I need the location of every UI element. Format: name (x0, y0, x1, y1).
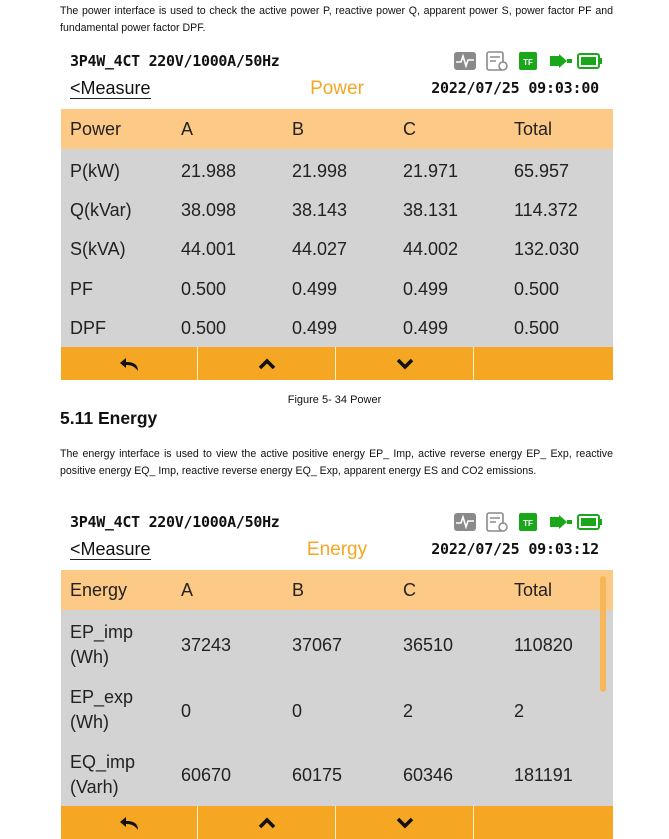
back-button[interactable] (61, 806, 198, 839)
back-arrow-icon (118, 355, 140, 373)
value-a: 0.500 (181, 318, 227, 338)
value-total: 132.030 (514, 239, 580, 259)
value-total: 114.372 (514, 200, 578, 220)
plug-icon (547, 51, 573, 71)
row-label: PF (70, 279, 94, 299)
battery-icon (577, 51, 603, 71)
row-label: DPF (70, 318, 106, 338)
scroll-down-button[interactable] (337, 806, 474, 839)
scroll-up-button[interactable] (199, 806, 336, 839)
value-total: 0.500 (514, 279, 560, 299)
value-c: 36510 (403, 635, 454, 655)
back-link[interactable]: <Measure (70, 78, 151, 98)
value-b: 37067 (292, 635, 343, 655)
value-c: 21.971 (403, 161, 459, 181)
row-unit: (Varh) (70, 777, 119, 797)
chevron-down-icon (395, 816, 415, 830)
table-header (61, 109, 613, 149)
svg-text:TF: TF (523, 519, 533, 528)
row-label: Q(kVar) (70, 200, 132, 220)
value-c: 38.131 (403, 200, 459, 220)
header-b: B (292, 580, 305, 600)
table-header (61, 570, 613, 610)
energy-screen (61, 508, 613, 839)
value-total: 181191 (514, 765, 573, 785)
figure-caption: Figure 5- 34 Power (287, 394, 382, 406)
screen-header (61, 508, 613, 570)
value-b: 21.998 (292, 161, 348, 181)
row-label: S(kVA) (70, 239, 126, 259)
value-total: 2 (514, 701, 525, 721)
value-c: 44.002 (403, 239, 459, 259)
recorder-icon (485, 512, 509, 532)
header-b: B (292, 119, 305, 139)
value-a: 21.988 (181, 161, 237, 181)
intro-energy-text: The energy interface is used to view the active positive energy EP_ Imp, active reverse energy EP_ Exp, reactive positive energy EQ_ Imp, reactive reverse energy EQ_ Exp, apparent energy ES and CO2 emissions. (60, 448, 613, 477)
footer-bar (61, 347, 613, 380)
chevron-up-icon (257, 816, 277, 830)
value-a: 44.001 (181, 239, 237, 259)
footer-bar (61, 806, 613, 839)
datetime: 2022/07/25 09:03:00 (431, 79, 599, 97)
header-c: C (403, 119, 416, 139)
chevron-up-icon (257, 357, 277, 371)
chevron-down-icon (395, 357, 415, 371)
value-a: 0.500 (181, 279, 227, 299)
recorder-icon (485, 51, 509, 71)
row-label: P(kW) (70, 161, 120, 181)
intro-power-text: The power interface is used to check the active power P, reactive power Q, apparent power S, power factor PF and fundamental power factor DPF. (60, 5, 613, 34)
back-link[interactable]: <Measure (70, 539, 151, 559)
value-a: 37243 (181, 635, 232, 655)
row-unit: (Wh) (70, 647, 109, 667)
back-button[interactable] (61, 347, 198, 380)
header-a: A (181, 119, 194, 139)
scroll-up-button[interactable] (199, 347, 336, 380)
header-total: Total (514, 119, 553, 139)
value-b: 0.499 (292, 279, 338, 299)
power-screen (61, 47, 613, 380)
value-c: 0.499 (403, 279, 449, 299)
status-icons (453, 51, 603, 71)
header-label: Power (70, 119, 122, 139)
screen-title: Energy (306, 539, 368, 560)
value-c: 0.499 (403, 318, 449, 338)
empty-button[interactable] (475, 347, 613, 380)
value-total: 65.957 (514, 161, 570, 181)
value-c: 60346 (403, 765, 454, 785)
scrollbar[interactable] (600, 576, 606, 692)
row-label: EP_exp (70, 687, 134, 707)
tf-card-icon (517, 512, 539, 532)
battery-icon (577, 512, 603, 532)
value-c: 2 (403, 701, 414, 721)
value-total: 0.500 (514, 318, 560, 338)
plug-icon (547, 512, 573, 532)
header-c: C (403, 580, 416, 600)
row-label: EP_imp (70, 622, 134, 642)
screen-header (61, 47, 613, 109)
value-b: 44.027 (292, 239, 348, 259)
waveform-icon (453, 512, 477, 532)
row-unit: (Wh) (70, 712, 109, 732)
device-title: 3P4W_4CT 220V/1000A/50Hz (70, 513, 280, 531)
value-a: 60670 (181, 765, 232, 785)
row-label: EQ_imp (70, 752, 136, 772)
back-arrow-icon (118, 814, 140, 832)
screen-title: Power (310, 78, 364, 99)
scroll-down-button[interactable] (337, 347, 474, 380)
empty-button[interactable] (475, 806, 613, 839)
value-total: 110820 (514, 635, 573, 655)
value-b: 38.143 (292, 200, 348, 220)
header-a: A (181, 580, 194, 600)
header-total: Total (514, 580, 553, 600)
value-a: 0 (181, 701, 192, 721)
device-title: 3P4W_4CT 220V/1000A/50Hz (70, 52, 280, 70)
tf-card-icon (517, 51, 539, 71)
section-heading: 5.11 Energy (60, 408, 158, 428)
status-icons (453, 512, 603, 532)
svg-text:TF: TF (523, 58, 533, 67)
value-a: 38.098 (181, 200, 237, 220)
header-label: Energy (70, 580, 128, 600)
value-b: 0.499 (292, 318, 338, 338)
waveform-icon (453, 51, 477, 71)
value-b: 60175 (292, 765, 343, 785)
value-b: 0 (292, 701, 303, 721)
datetime: 2022/07/25 09:03:12 (431, 540, 599, 558)
